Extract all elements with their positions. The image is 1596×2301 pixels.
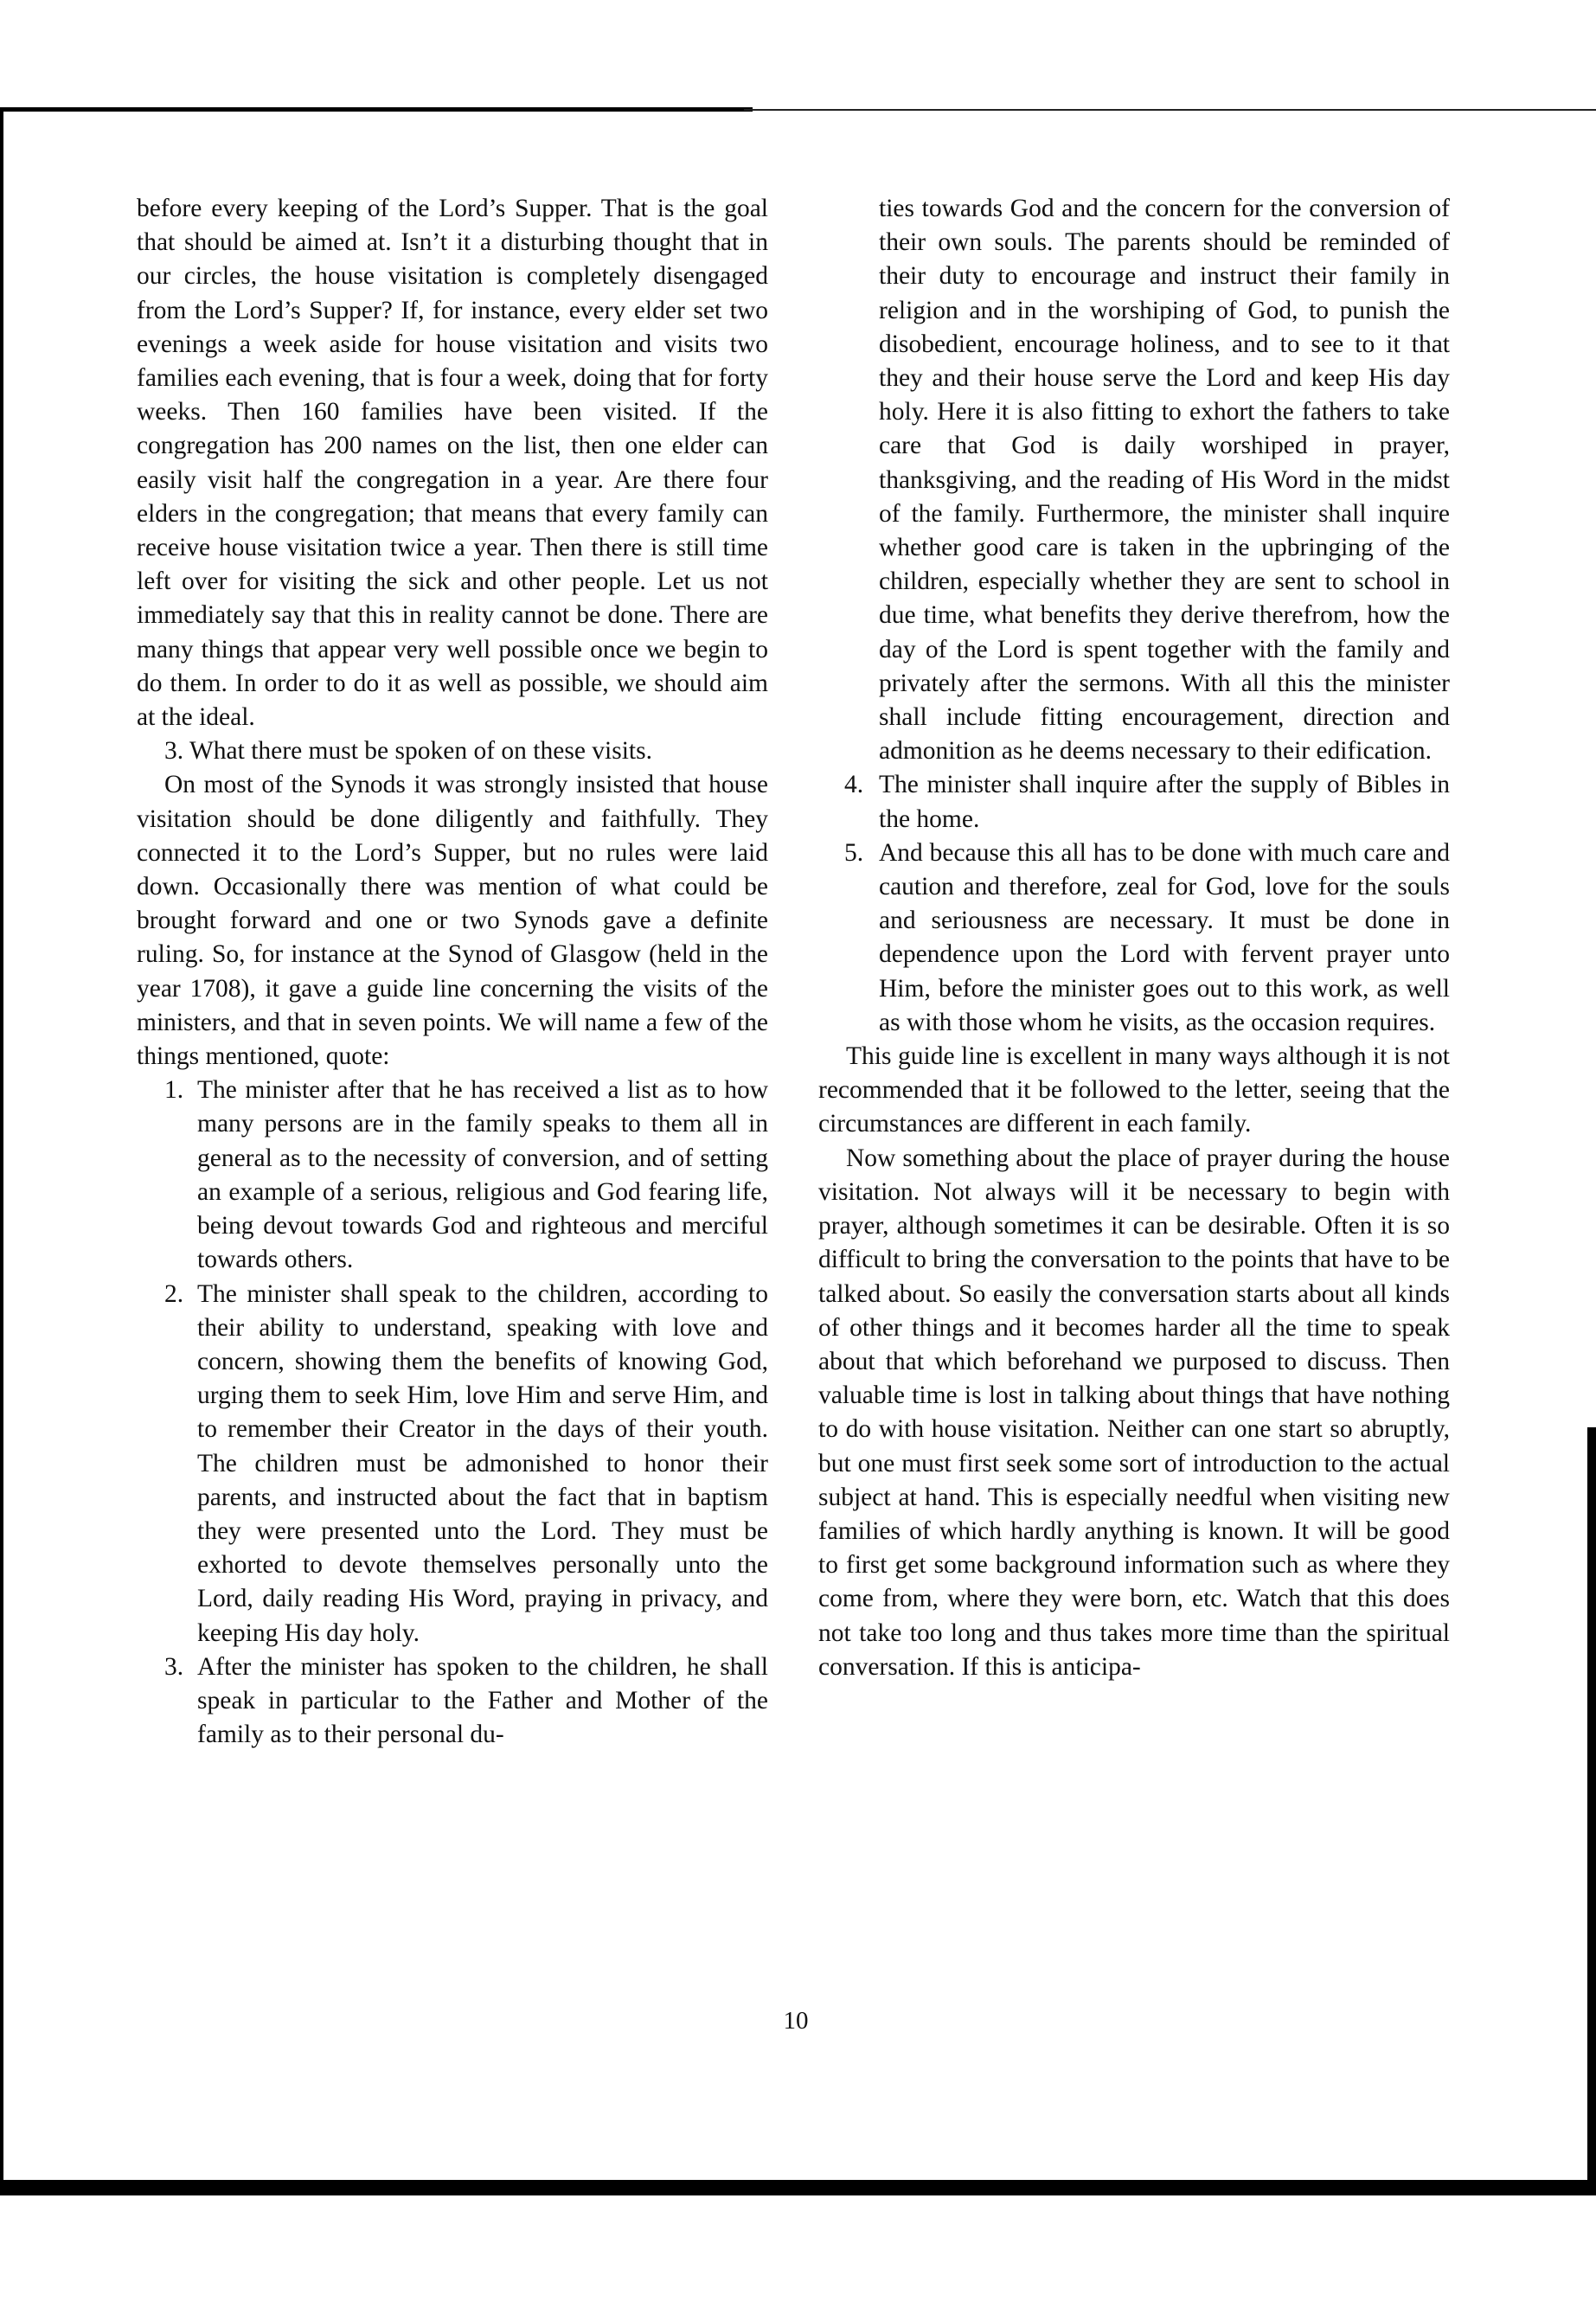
list-item-number: 4. bbox=[844, 771, 864, 799]
list-item-text: The minister shall inquire after the supply of Bibles in the home. bbox=[879, 771, 1450, 833]
list-item bbox=[137, 1650, 768, 1753]
scan-border-right bbox=[1587, 1427, 1596, 2189]
list-item-text: After the minister has spoken to the children, he shall speak in particular to the Father and Mother of the family as to their personal du- bbox=[197, 1652, 768, 1749]
left-numbered-list bbox=[137, 1074, 768, 1752]
right-paragraph-1: This guide line is excellent in many ways although it is not recommended that it be followed to the letter, seeing that the circumstances are different in each family. bbox=[818, 1042, 1450, 1138]
scan-border-bottom bbox=[0, 2180, 1596, 2195]
left-paragraph-1: before every keeping of the Lord’s Supper. That is the goal that should be aimed at. Isn’t it a disturbing thought that in our circles, the house visitation is completely disengaged from the Lord’s Supper? If, for instance, every elder set two evenings a week aside for house visitation and visits two families each evening, that is four a week, doing that for forty weeks. Then 160 families have been visited. If the congregation has 200 names on the list, then one elder can easily visit half the congregation in a year. Are there four elders in the congregation; that means that every family can receive house visitation twice a year. Then there is still time left over for visiting the sick and other people. Let us not immediately say that this in reality cannot be done. There are many things that appear very well possible once we begin to do them. In order to do it as well as possible, we should aim at the ideal. bbox=[137, 195, 768, 732]
section-heading: 3. What there must be spoken of on these visits. bbox=[164, 737, 652, 766]
scan-border-top bbox=[0, 107, 753, 112]
list-item-text: The minister shall speak to the children, according to their ability to understand, speaking with love and concern, showing them the benefits of knowing God, urging them to seek Him, love Him and serve Him, and to remember their Creator in the days of their youth. The children must be admonished to honor their parents, and instructed about the fact that in baptism they were presented unto the Lord. They must be exhorted to devote themselves personally unto the Lord, daily reading His Word, praying in privacy, and keeping His day holy. bbox=[197, 1279, 768, 1647]
list-item-text: And because this all has to be done with much care and caution and therefore, zeal for God, love for the souls and seriousness are necessary. It must be done in dependence upon the Lord with fervent prayer unto Him, before the minister goes out to this work, as well as with those whom he visits, as the occasion requires. bbox=[879, 838, 1450, 1036]
list-item bbox=[137, 1278, 768, 1650]
list-item bbox=[137, 1074, 768, 1277]
list-item-number: 3. bbox=[164, 1652, 184, 1681]
scan-border-top-thin bbox=[744, 109, 1596, 111]
list-item-number: 2. bbox=[164, 1279, 184, 1308]
page-number: 10 bbox=[783, 2007, 809, 2035]
list-item bbox=[818, 768, 1450, 836]
right-column bbox=[818, 192, 1450, 1684]
list-item-text: ties towards God and the concern for the conversion of their own souls. The parents should be reminded of their duty to encourage and instruct their family in religion and in the worshiping of God, to punish the disobedient, encourage holiness, and to see to it that they and their house serve the Lord and keep His day holy. Here it is also fitting to exhort the fathers to take care that God is daily worshiped in prayer, thanksgiving, and the reading of His Word in the midst of the family. Furthermore, the minister shall inquire whether good care is taken in the upbringing of the children, especially whether they are sent to school in due time, what benefits they derive therefrom, how the day of the Lord is spent together with the family and privately after the sermons. With all this the minister shall include fitting encouragement, direction and admonition as he deems necessary to their edification. bbox=[879, 195, 1450, 766]
scan-border-left bbox=[0, 107, 3, 2183]
left-column bbox=[137, 192, 768, 1752]
list-item-number: 5. bbox=[844, 838, 864, 867]
list-item-number: 1. bbox=[164, 1076, 184, 1105]
list-item-text: The minister after that he has received a list as to how many persons are in the family speaks to them all in general as to the necessity of conversion, and of setting an example of a serious, religious and God fearing life, being devout towards God and righteous and merciful towards others. bbox=[197, 1076, 768, 1274]
list-item bbox=[818, 836, 1450, 1040]
right-paragraph-2: Now something about the place of prayer during the house visitation. Not always will it be necessary to begin with prayer, although sometimes it can be desirable. Often it is so difficult to bring the conversation to the points that have to be talked about. So easily the conversation starts about all kinds of other things and it becomes harder all the time to speak about that which beforehand we purposed to discuss. Then valuable time is lost in talking about things that have nothing to do with house visitation. Neither can one start so abruptly, but one must first seek some sort of introduction to the actual subject at hand. This is especially needful when visiting new families of which hardly anything is known. It will be good to first get some background information such as where they come from, where they were born, etc. Watch that this does not take too long and thus takes more time than the spiritual conversation. If this is anticipa- bbox=[818, 1144, 1450, 1681]
list-item-continuation bbox=[818, 192, 1450, 768]
left-paragraph-2: On most of the Synods it was strongly insisted that house visitation should be done diligently and faithfully. They connected it to the Lord’s Supper, but no rules were laid down. Occasionally there was mention of what could be brought forward and one or two Synods gave a definite ruling. So, for instance at the Synod of Glasgow (held in the year 1708), it gave a guide line concerning the visits of the ministers, and that in seven points. We will name a few of the things mentioned, quote: bbox=[137, 771, 768, 1071]
right-continuation-block bbox=[818, 192, 1450, 1040]
